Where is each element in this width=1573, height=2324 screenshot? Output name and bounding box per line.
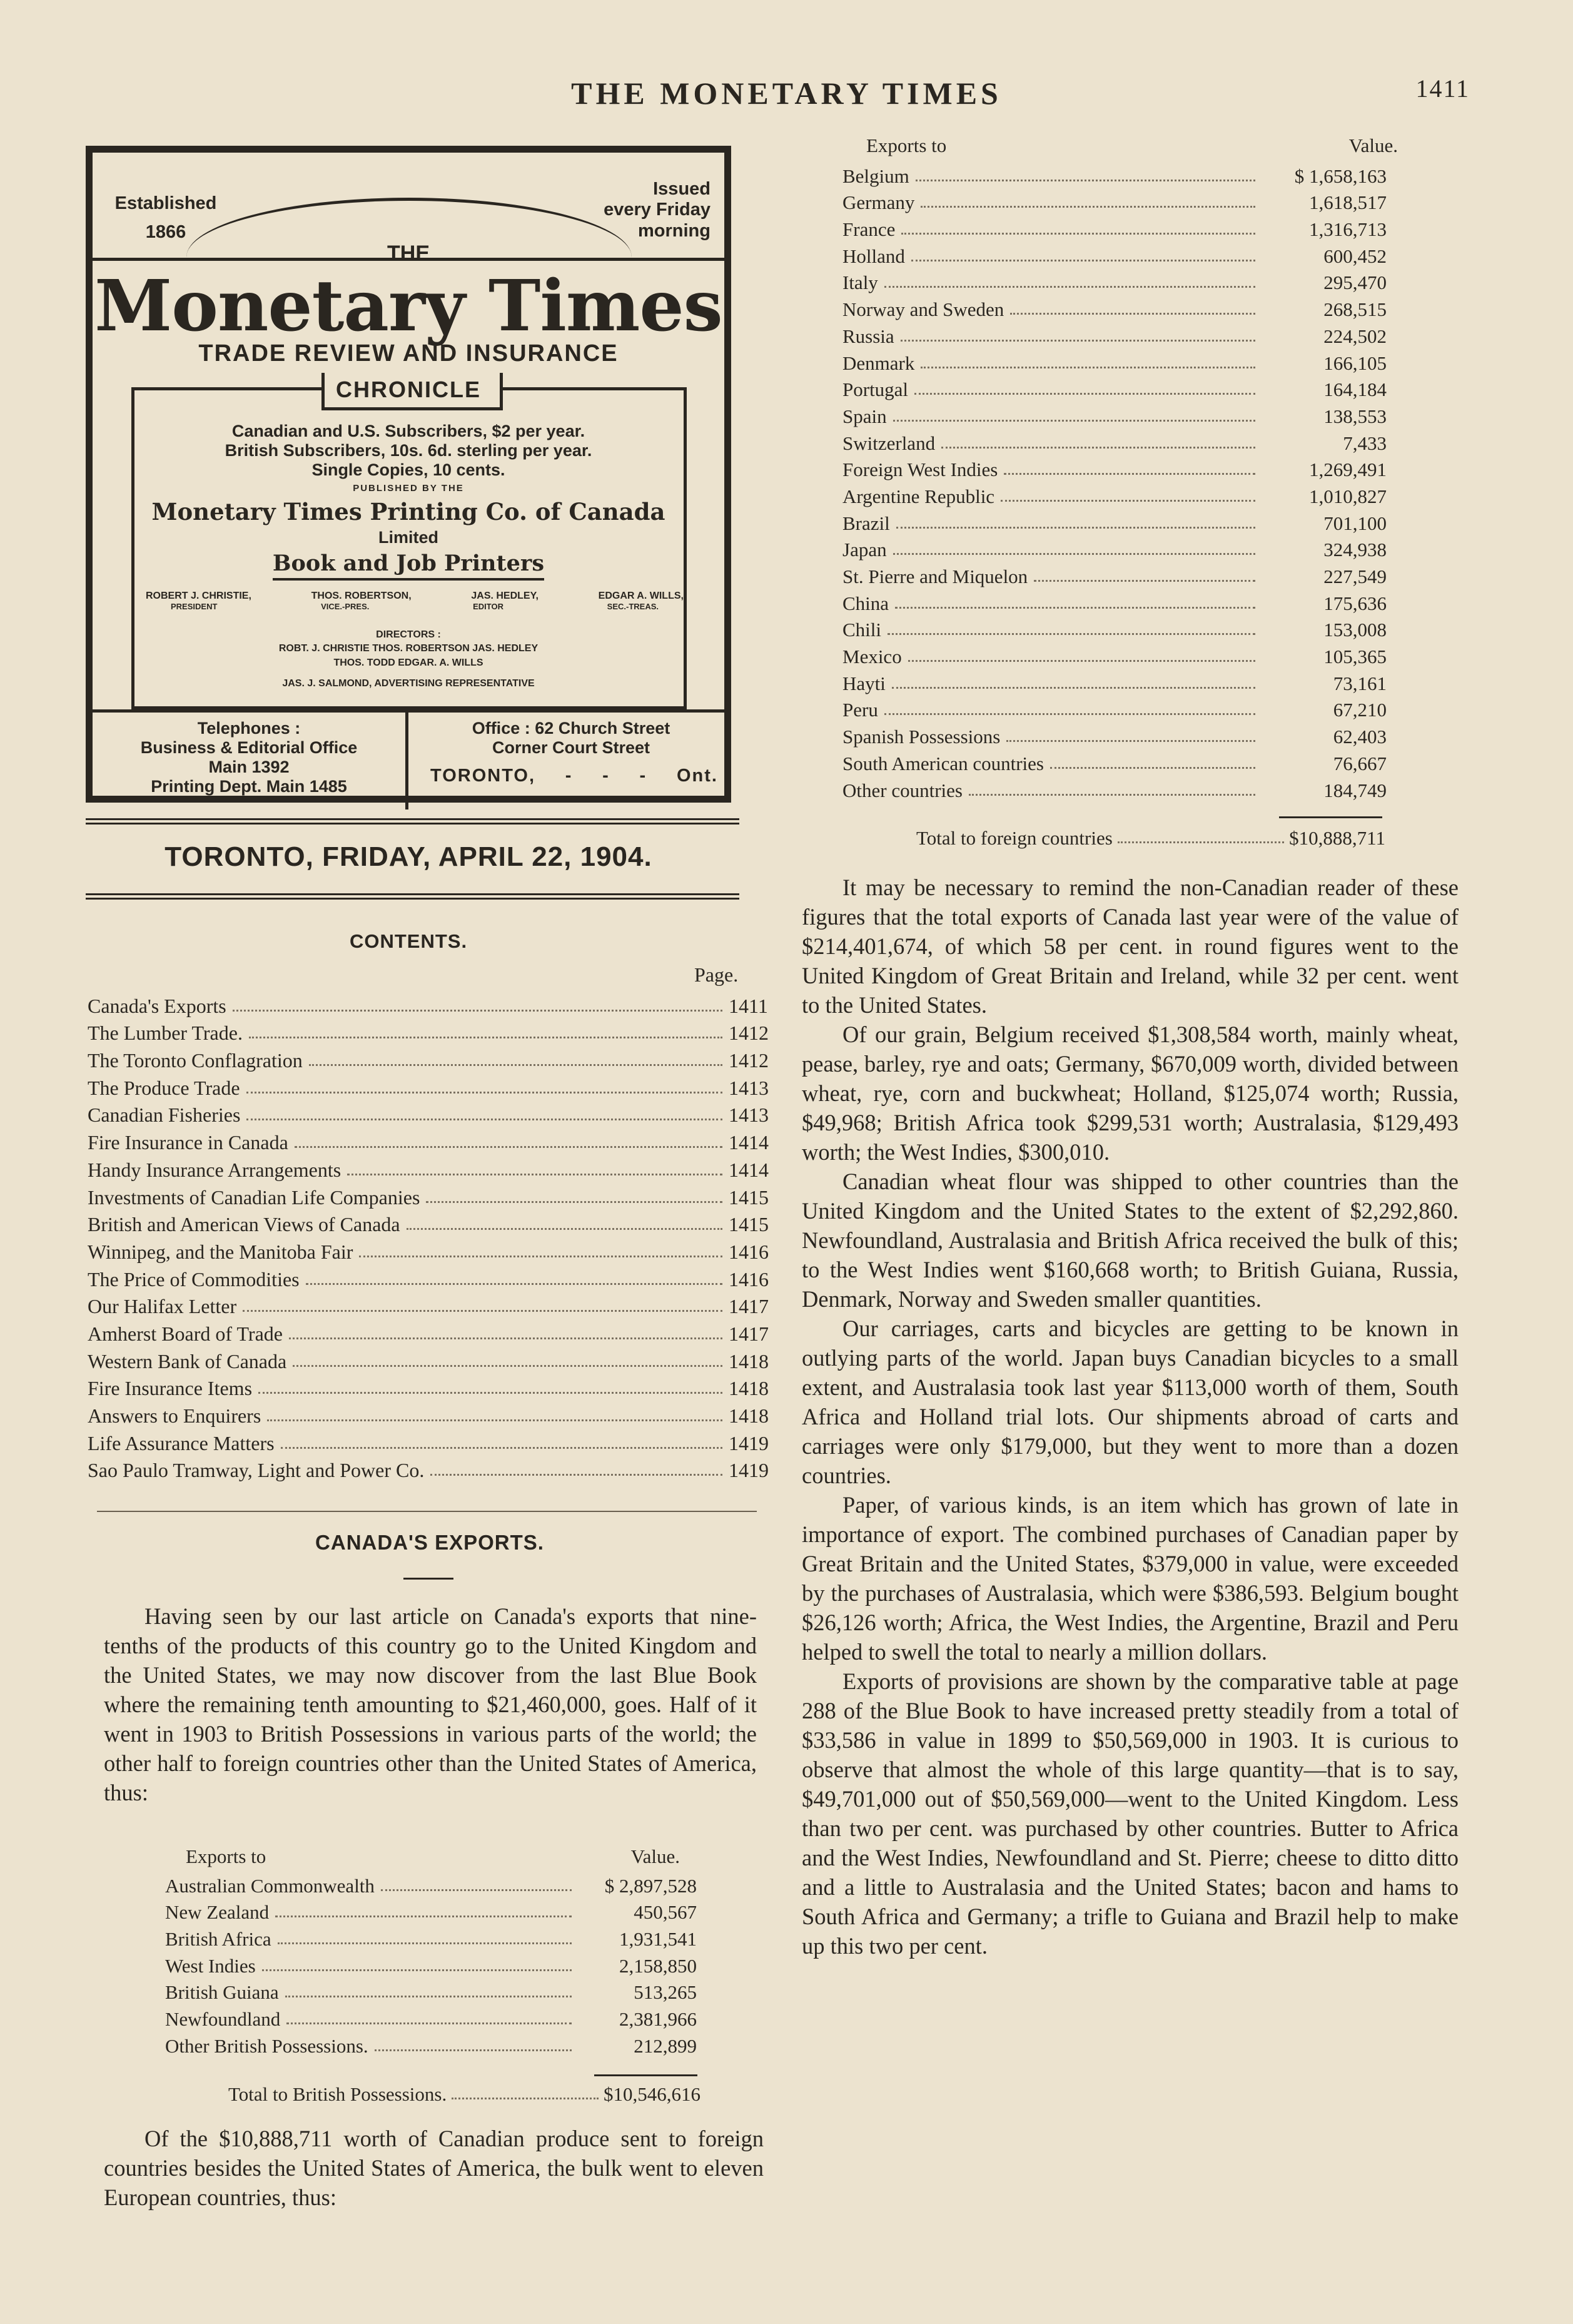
contents-item [88,1264,769,1291]
value: 324,938 [1323,539,1387,561]
total-value: $10,888,711 [1289,827,1385,849]
table-row [165,1870,697,1897]
table-row [842,695,1387,722]
value: $ 2,897,528 [604,1874,697,1897]
leader-dots [359,1256,722,1257]
dateline: TORONTO, FRIDAY, APRIL 22, 1904. [164,841,652,872]
value: 164,184 [1323,378,1387,401]
officer-title: VICE.-PRES. [321,602,370,611]
col-value: Value. [630,1845,680,1867]
value: 450,567 [634,1901,697,1924]
value: 1,269,491 [1309,459,1387,481]
british-table-header [186,1845,692,1868]
value: 227,549 [1323,566,1387,587]
table-row [842,348,1387,375]
leader-dots [309,1064,722,1066]
country: Holland [842,245,905,267]
value: 513,265 [634,1981,697,2004]
city-name: TORONTO, [430,766,535,786]
leader-dots [884,713,1255,715]
leader-dots [407,1228,722,1230]
page-number: 1411 [1415,74,1470,103]
directors-line: THOS. TODD EDGAR. A. WILLS [333,657,483,668]
contents-item-page: 1415 [729,1213,769,1236]
contents-item-label: Life Assurance Matters [88,1431,275,1454]
country: China [842,592,889,614]
total-rule [594,2074,697,2076]
issued-line: every Friday [604,200,711,220]
leader-dots [1034,580,1255,582]
article-heading: CANADA'S EXPORTS. [315,1531,544,1554]
masthead-title: Monetary Times [94,265,722,347]
contents-item-page: 1418 [729,1377,769,1400]
contents-item-label: Canada's Exports [88,994,226,1017]
contents-item-page: 1416 [729,1267,769,1291]
country: Japan [842,539,887,561]
contents-item-label: The Price of Commodities [88,1267,300,1291]
leader-dots [901,340,1255,342]
leader-dots [430,1474,722,1476]
subscription-line: Canadian and U.S. Subscribers, $2 per year. [231,422,585,440]
book-job-printers [93,551,724,576]
country: British Guiana [165,1981,279,2004]
total-label: Total to British Possessions. [228,2083,447,2105]
leader-dots [969,794,1255,796]
masthead-the: THE [387,241,430,265]
value: 76,667 [1333,752,1387,774]
value: 184,749 [1323,779,1387,801]
value: 701,100 [1323,512,1387,534]
contents-heading: CONTENTS. [349,930,468,952]
contents-item [88,1346,769,1373]
contents-item [88,990,768,1018]
contents-item-label: The Toronto Conflagration [88,1049,303,1072]
table-row [165,1977,697,2004]
foreign-table-header [866,134,1410,157]
table-row [842,668,1387,695]
article-paragraph: Canadian wheat flour was shipped to other countries than the United Kingdom and the United States to the extent of $2,292,860. Newfoundland, Australasia and British Africa received the bulk of this; to the West Indies went $160,668 worth; to British Guiana, Russia, Denmark, Norway and Sweden smaller quantities. [802,1169,1459,1312]
leader-dots [916,180,1255,181]
country: South American countries [842,752,1044,774]
table-row [842,455,1387,482]
leader-dots [426,1201,722,1203]
article-paragraph: Our carriages, carts and bicycles are getting to be known in outlying parts of the world. Japan buys Canadian bicycles to a small extent, and Australasia took last year $113,000 worth of them, South Africa and Holland trial lots. Our shipments abroad of carts and carriages were only $179,000, but they went to more than a dozen countries. [802,1316,1459,1488]
leader-dots [893,553,1255,555]
issued-line: Issued [653,179,711,199]
table-row [842,214,1387,241]
contents-item-page: 1417 [729,1295,769,1318]
contents-item-label: Our Halifax Letter [88,1295,237,1318]
foreign-total-row [916,827,1385,850]
leader-dots [347,1174,722,1175]
leader-dots [1050,767,1255,769]
table-row [165,2031,697,2058]
contents-item-label: Sao Paulo Tramway, Light and Power Co. [88,1459,425,1482]
col-exports-to: Exports to [186,1845,266,1867]
article-paragraph: Of the $10,888,711 worth of Canadian produce sent to foreign countries besides the United States of America, the bulk went to eleven European countries, thus: [104,2126,764,2210]
country: France [842,218,896,241]
city-dash: - [602,766,610,786]
established-year: 1866 [145,222,186,243]
contents-item-page: 1412 [729,1049,769,1072]
contents-item-page: 1414 [729,1158,769,1181]
office-line: Office : 62 Church Street [472,719,670,738]
table-row [165,1897,697,1924]
leader-dots [233,1010,722,1012]
col-value: Value. [1348,134,1398,156]
total-label: Total to foreign countries [916,827,1113,849]
printing-limited: Limited [378,528,438,547]
office-city [430,766,718,786]
office-line: Corner Court Street [492,738,650,758]
contents-item-label: Fire Insurance in Canada [88,1131,288,1154]
leader-dots [375,2049,572,2051]
contents-item-label: Western Bank of Canada [88,1349,287,1373]
officer-title: SEC.-TREAS. [607,602,659,611]
leader-dots [908,660,1255,662]
country: Denmark [842,352,915,374]
contents-item-page: 1419 [729,1431,769,1454]
contents-item [88,1127,769,1154]
leader-dots [892,687,1255,689]
country: Italy [842,271,878,294]
leader-dots [452,2083,599,2099]
country: Argentine Republic [842,485,995,507]
country: Germany [842,191,915,214]
table-row [842,161,1387,188]
contents-item-page: 1414 [729,1131,769,1154]
value: 1,316,713 [1309,218,1387,241]
contents-item-label: Amherst Board of Trade [88,1322,283,1345]
table-row [842,748,1387,775]
british-total-row [228,2083,701,2106]
leader-dots [246,1092,722,1093]
value: 600,452 [1323,245,1387,267]
contents-item [88,1291,769,1319]
total-rule [1279,816,1382,818]
country: British Africa [165,1928,271,1951]
leader-dots [262,1969,572,1971]
value: 7,433 [1343,432,1387,454]
contents-item [88,1182,769,1209]
country: Norway and Sweden [842,298,1004,321]
table-row [842,481,1387,508]
masthead-subscriptions [93,422,724,480]
contents-item [88,1154,769,1182]
leader-dots [1006,740,1255,742]
officer-title: PRESIDENT [171,602,218,611]
leader-dots [1010,313,1255,315]
country: Foreign West Indies [842,459,998,481]
country: Mexico [842,646,902,668]
value: 268,515 [1323,298,1387,321]
value: 138,553 [1323,405,1387,427]
leader-dots [896,527,1255,529]
table-row [842,615,1387,642]
country: Brazil [842,512,890,534]
value: $ 1,658,163 [1294,165,1387,187]
value: 224,502 [1323,325,1387,347]
subscription-line: Single Copies, 10 cents. [311,460,505,480]
table-row [842,401,1387,428]
col-exports-to: Exports to [866,134,947,156]
double-rule [86,818,739,825]
subscription-line: British Subscribers, 10s. 6d. sterling per year. [225,441,592,460]
table-row [842,561,1387,588]
telephone-line: Telephones : [197,719,301,738]
article-paragraph: Having seen by our last article on Canada's exports that nine-tenths of the products of this country go to the United Kingdom and the United States, we may now discover from the last Blue Book where the remaining tenth amounting to $21,460,000, goes. Half of it went in 1903 to British Possessions in various parts of the world; the other half to foreign countries other than the United States of America, thus: [104,1603,757,1805]
contents-item [88,1373,769,1401]
article-paragraph: Paper, of various kinds, is an item which has grown of late in importance of export. The combined purchases of Canadian paper by Great Britain and the United States, $379,000 in value, were exceeded by the purchases of Australasia, which were $386,593. Belgium bought $26,126 worth; Africa, the West Indies, the Argentine, Brazil and Peru helped to swell the total to nearly a million dollars. [802,1492,1459,1665]
value: 1,931,541 [619,1928,697,1951]
heading-dash [403,1578,453,1580]
table-row [842,721,1387,748]
contents-item-label: Canadian Fisheries [88,1104,241,1127]
value: 295,470 [1323,271,1387,294]
british-exports-table [165,1870,697,2058]
masthead-box [86,146,731,803]
table-row [842,294,1387,321]
country: West Indies [165,1954,256,1977]
contents-item-label: Winnipeg, and the Manitoba Fair [88,1240,353,1263]
leader-dots [258,1392,722,1394]
city-dash: - [565,766,573,786]
value: 1,618,517 [1309,191,1387,214]
contents-item [88,1045,769,1072]
table-row [842,775,1387,802]
contents-item-page: 1419 [729,1459,769,1482]
leader-dots [286,2022,572,2024]
telephone-line: Main 1392 [208,758,290,777]
officers [146,591,684,611]
leader-dots [914,393,1255,395]
contents-item-label: Answers to Enquirers [88,1404,261,1427]
leader-dots [243,1310,722,1312]
country: Switzerland [842,432,936,454]
contents-item-page: 1413 [729,1076,769,1099]
contents-item-label: Investments of Canadian Life Companies [88,1185,420,1209]
published-by: PUBLISHED BY THE [353,483,464,494]
leader-dots [285,1996,572,1997]
office-address [418,719,724,758]
contents-item-page: 1418 [729,1404,769,1427]
value: 166,105 [1323,352,1387,374]
leader-dots [267,1419,722,1421]
contents-item [88,1428,769,1455]
telephone-line: Printing Dept. Main 1485 [151,777,347,796]
leader-dots [281,1447,722,1449]
running-head: THE MONETARY TIMES [571,76,1002,111]
contents-item [88,1018,769,1045]
value: 73,161 [1333,672,1387,694]
contents-item-page: 1417 [729,1322,769,1345]
table-row [842,321,1387,348]
masthead-rule [93,709,724,713]
contents-item-label: British and American Views of Canada [88,1213,400,1236]
country: Portugal [842,378,909,401]
directors-label: DIRECTORS : [376,629,441,640]
article-paragraph: Exports of provisions are shown by the comparative table at page 288 of the Blue Book to have increased pretty steadily from a total of $33,586 in value in 1899 to $50,569,000 in 1903. It is curious to observe that almost the whole of this large quantity—that is to say, $49,701,000 out of $50,569,000—went to the United Kingdom. Less than two per cent. was purchased by other countries. Butter to Africa and the West Indies, Newfoundland and St. Pierre; cheese to ditto ditto and a little to Australasia and the United States; bacon and hams to South Africa and Germany; a trifle to Guiana and Brazil help to make up this two per cent. [802,1668,1459,1959]
leader-dots [278,1942,572,1944]
value: 2,381,966 [619,2008,697,2031]
officer-name: JAS. HEDLEY, [471,591,539,601]
contents-page-label: Page. [694,963,739,986]
contents-item [88,1209,769,1237]
table-row [842,375,1387,402]
leader-dots [289,1337,722,1339]
article-paragraph: It may be necessary to remind the non-Canadian reader of these figures that the total exports of Canada last year were of the value of $214,401,674, of which 58 per cent. in round figures went to the United Kingdom of Great Britain and Ireland, while 32 per cent. went to the United States. [802,875,1459,1018]
leader-dots [921,206,1255,208]
issued-line: morning [638,220,711,241]
book-job-label: Book and Job Printers [273,551,544,581]
country: Other countries [842,779,963,801]
value: 212,899 [634,2034,697,2057]
right-column-text [802,873,1459,1961]
telephone-line: Business & Editorial Office [140,738,358,758]
city-dash: - [639,766,647,786]
value: 62,403 [1333,726,1387,748]
leader-dots [895,607,1255,609]
officer-name: ROBERT J. CHRISTIE, [146,591,251,601]
contents-item-page: 1415 [729,1185,769,1209]
table-row [842,535,1387,562]
established-label: Established [114,193,217,213]
table-row [165,1924,697,1951]
leader-dots [293,1365,722,1367]
directors-line: ROBT. J. CHRISTIE THOS. ROBERTSON JAS. HEDLEY [278,643,539,654]
contents-item-label: Fire Insurance Items [88,1377,253,1400]
leader-dots [1001,500,1255,502]
leader-dots [1004,473,1255,475]
province: Ont. [676,766,718,786]
table-row [842,641,1387,668]
leader-dots [1118,827,1284,843]
leader-dots [381,1889,572,1891]
leader-dots [295,1146,722,1148]
country: Australian Commonwealth [165,1874,375,1897]
contents-item-page: 1413 [729,1104,769,1127]
table-row [842,588,1387,615]
country: Belgium [842,165,909,187]
country: Chili [842,619,882,641]
country: St. Pierre and Miquelon [842,566,1028,587]
contents-item-page: 1411 [729,994,768,1017]
value: 153,008 [1323,619,1387,641]
value: 1,010,827 [1309,485,1387,507]
leader-dots [306,1283,722,1285]
contents-item-page: 1412 [729,1022,769,1045]
value: 105,365 [1323,646,1387,668]
table-row [842,188,1387,215]
masthead-chronicle: CHRONICLE [336,377,481,402]
leader-dots [249,1037,722,1038]
contents-list [88,990,769,1482]
country: Peru [842,699,878,721]
double-rule [86,893,739,900]
advertising-representative: JAS. J. SALMOND, ADVERTISING REPRESENTATIVE [282,678,535,689]
contents-item [88,1455,769,1483]
contents-item-page: 1416 [729,1240,769,1263]
leader-dots [901,233,1255,235]
officer-name: THOS. ROBERTSON, [311,591,412,601]
country: Hayti [842,672,886,694]
article-paragraph: Of our grain, Belgium received $1,308,584 worth, mainly wheat, pease, barley, rye and oats; Germany, $670,009 worth, divided between wheat, rye, corn and buckwheat; Holland, $125,074 worth; Russia, $49,968; British Africa took $299,531 worth; Australasia, $129,493 worth; the West Indies, $300,010. [802,1022,1459,1165]
country: Newfoundland [165,2008,281,2031]
table-row [842,268,1387,295]
leader-dots [893,420,1255,422]
officer-name: EDGAR A. WILLS, [598,591,684,601]
table-row [165,1951,697,1977]
contents-item-label: The Lumber Trade. [88,1022,243,1045]
contents-item-label: Handy Insurance Arrangements [88,1158,341,1181]
printing-company: Monetary Times Printing Co. of Canada [151,498,665,525]
masthead-divider [405,709,408,809]
contents-item [88,1100,769,1127]
contents-item-label: The Produce Trade [88,1076,240,1099]
contents-item [88,1318,769,1346]
contents-item [88,1236,769,1264]
foreign-exports-table [842,161,1387,802]
leader-dots [941,447,1255,449]
section-rule [97,1511,757,1512]
value: 175,636 [1323,592,1387,614]
country: Other British Possessions. [165,2034,368,2057]
officer-title: EDITOR [473,602,503,611]
contents-item [88,1072,769,1100]
leader-dots [921,367,1255,368]
directors [93,628,724,670]
country: New Zealand [165,1901,270,1924]
telephones [99,719,399,796]
total-value: $10,546,616 [604,2083,701,2105]
table-row [842,508,1387,535]
table-row [165,2004,697,2031]
value: 2,158,850 [619,1954,697,1977]
table-row [842,428,1387,455]
leader-dots [888,633,1255,635]
country: Russia [842,325,894,347]
leader-dots [911,260,1255,261]
contents-item-page: 1418 [729,1349,769,1373]
contents-item [88,1400,769,1428]
leader-dots [246,1119,722,1120]
masthead-subtitle: TRADE REVIEW AND INSURANCE [198,340,619,367]
leader-dots [275,1916,572,1917]
value: 67,210 [1333,699,1387,721]
country: Spanish Possessions [842,726,1001,748]
country: Spain [842,405,887,427]
leader-dots [884,286,1255,288]
table-row [842,241,1387,268]
